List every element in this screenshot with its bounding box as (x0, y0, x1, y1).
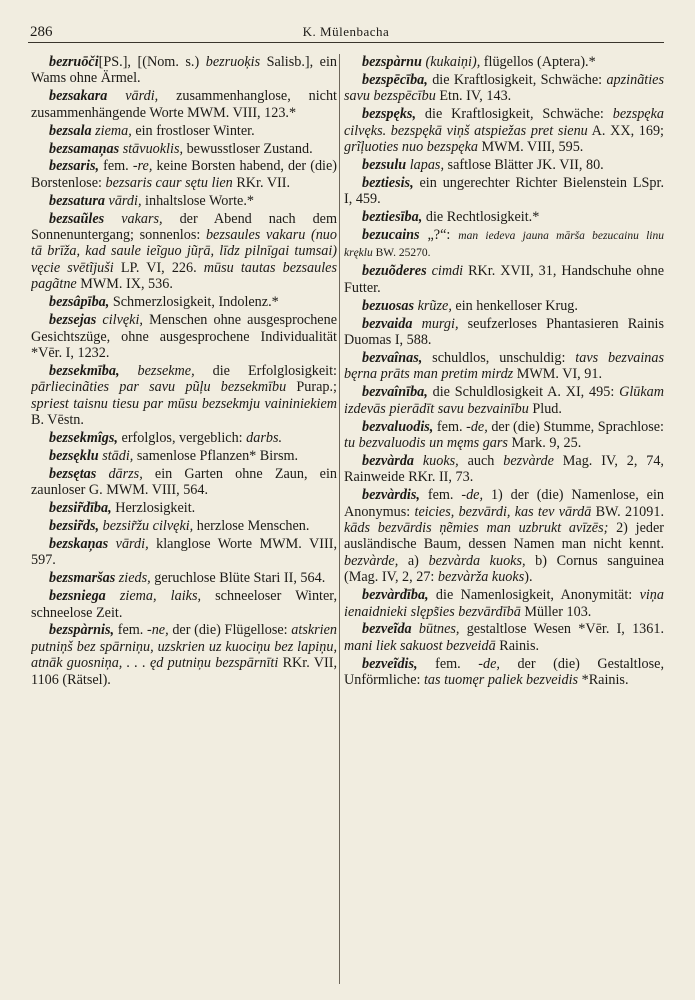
entry-text: die Kraftlosigkeit, Schwäche: (427, 71, 607, 88)
entry-example: pārliecinãties par savu pũļu bezsekmību (31, 379, 287, 396)
dictionary-entry (344, 656, 664, 689)
entry-headword: bezsmaršas (49, 570, 116, 587)
entry-headword: beztiesis, (362, 174, 414, 191)
entry-headword: bezsakara (49, 88, 108, 105)
entry-headword: bezsir̃dība, (49, 500, 112, 517)
entry-headword: bezvàrdis, (362, 487, 420, 504)
entry-headword: bezveĩda (362, 621, 412, 638)
entry-example: ziema, laiks, (119, 588, 202, 605)
entry-headword: bezsaris, (49, 158, 100, 175)
entry-text: B. Vēstn. (31, 412, 84, 429)
entry-example: vakars, (121, 210, 163, 227)
entry-text: der Abend nach dem Sonnenuntergang; sonnenlos: (31, 210, 337, 244)
entry-text: MWM. IX, 536. (76, 276, 173, 293)
entry-example: stāvuoklis, (122, 140, 184, 157)
dictionary-entry (31, 363, 337, 429)
entry-example: Glūkam izdevās pierādīt savu bezvainību (344, 384, 664, 417)
dictionary-entry (344, 487, 664, 585)
entry-text: fem. (114, 622, 147, 639)
dictionary-entry (31, 448, 337, 464)
entry-example: darbs. (246, 429, 283, 446)
entry-example: vārdi, (108, 192, 142, 209)
entry-example: bezvàrda kuoks, (428, 552, 526, 569)
entry-text: MWM. VIII, 595. (477, 139, 584, 156)
entry-text (96, 466, 108, 482)
dictionary-entry (31, 622, 337, 688)
dictionary-entry (344, 350, 664, 383)
dictionary-entry (31, 312, 337, 361)
dictionary-entry (31, 588, 337, 621)
entry-headword: bezsatura (49, 192, 105, 209)
entry-headword: bezvaida (362, 315, 413, 332)
entry-example: mani liek sakuost bezveidā (344, 637, 496, 654)
entry-text: samenlose Pflanzen* Birsm. (133, 447, 299, 464)
entry-example: grĩļuoties nuo bezspęka (344, 139, 478, 156)
entry-text (414, 453, 423, 469)
entry-text: der (die) Stumme, Sprachlose: (487, 418, 664, 435)
entry-text: schneeloser Winter, schneelose Zeit. (31, 588, 337, 621)
entry-headword: bezspęks, (362, 106, 416, 123)
entry-example: atskrien putniņš bez spārniņu, uzskrien uz kuociņu bez lapiņu, atnāk guosniņa, . . . ęd putniņu bezspārnīti (31, 622, 337, 672)
entry-headword: bezsala (49, 122, 92, 139)
entry-text: zusammenhanglose, nicht zusammenhängende Worte MWM. VIII, 123.* (31, 88, 337, 121)
dictionary-entry (344, 227, 664, 262)
entry-example: bezvàrža kuoks (437, 569, 525, 586)
dictionary-entry (344, 263, 664, 296)
dictionary-entry (31, 430, 337, 446)
entry-headword: bezucains (362, 227, 420, 244)
entry-text: A. XX, 169; (587, 122, 664, 139)
entry-text: schuldlos, unschuldig: (422, 349, 576, 366)
entry-example: murgi, (421, 315, 459, 332)
entry-text: Salisb.], ein Wams ohne Ärmel. (31, 54, 337, 87)
entry-text: ein henkelloser Krug. (451, 297, 578, 314)
entry-example: būtnes, (418, 621, 460, 638)
entry-example: bezruoķis (205, 54, 261, 70)
entry-headword: bezsâpība, (49, 294, 110, 311)
entry-headword: bezvaînas, (362, 349, 423, 366)
entry-headword: bezsaũles (49, 210, 105, 227)
entry-text: ). (524, 569, 533, 586)
entry-text: geruchlose Blüte Stari II, 564. (150, 570, 326, 587)
dictionary-entry (344, 209, 664, 225)
dictionary-entry (344, 298, 664, 314)
entry-text: „?“: (419, 227, 459, 244)
entry-headword: bezvaluodis, (362, 418, 434, 435)
entry-example: vārdi, (125, 88, 159, 105)
entry-text: Purap.; (286, 379, 337, 396)
entry-text: RKr. VII. (232, 174, 291, 191)
entry-example: kuoks, (422, 452, 459, 469)
entry-headword: bezsekmîgs, (49, 429, 118, 446)
entry-text: b) Cornus sanguinea (Mag. IV, 2, 27: (344, 552, 664, 586)
entry-example: cilvęki, (102, 312, 143, 329)
entry-text: ein frostloser Winter. (131, 122, 255, 139)
running-title: K. Mülenbacha (302, 24, 390, 39)
dictionary-entry (31, 570, 337, 586)
entry-headword: bezspàrnu (362, 54, 422, 70)
entry-text: BW. 21091. (591, 503, 664, 520)
dictionary-entry (344, 175, 664, 208)
entry-text: Plud. (528, 400, 562, 417)
left-column (31, 54, 337, 989)
entry-headword: beztiesība, (362, 209, 423, 226)
dictionary-entry (344, 316, 664, 349)
entry-example: viņa ienaidnieki slęps̃ies bezvārdībā (344, 587, 664, 620)
entry-example: bezvàrde, (344, 552, 399, 569)
entry-text: die Schuldlosigkeit A. XI, 495: (427, 384, 620, 401)
dictionary-entry (31, 141, 337, 157)
entry-example: -de, (466, 418, 488, 435)
entry-headword: bezspēcība, (362, 71, 428, 88)
entry-text: RKr. XVII, 31, Handschuhe ohne Futter. (344, 263, 664, 296)
entry-text: a) (398, 552, 429, 569)
entry-text: klanglose Worte MWM. VIII, 597. (31, 535, 337, 569)
entry-headword: bezsniega (49, 588, 106, 605)
entry-text (104, 211, 121, 227)
right-column (344, 54, 664, 989)
entry-text: MWM. VI, 91. (513, 366, 603, 383)
entry-text: die Rechtlosigkeit.* (422, 209, 540, 226)
entry-text: inhaltslose Worte.* (141, 192, 254, 209)
entry-text: fem. (419, 487, 462, 504)
entry-example: bezsaules vakaru (nuo tā brīža, kad saule ieĩguo jũŗā, līdz pilnīgai tumsai) vęcie svētĩjuši (31, 227, 337, 276)
entry-example: bezvàrde (503, 452, 554, 469)
dictionary-entry (31, 518, 337, 534)
entry-text: der (die) Flügellose: (168, 622, 292, 639)
dictionary-entry (31, 211, 337, 293)
entry-headword: bezsejas (49, 312, 97, 329)
dictionary-entry (344, 106, 664, 155)
entry-text: auch (458, 452, 504, 469)
entry-example: -re, (132, 158, 153, 175)
entry-text: Schmerzlosigkeit, Indolenz.* (109, 294, 279, 311)
entry-example: bezspęka cilvęks. bezspękā viņš atspiežas pret sienu (344, 106, 664, 139)
entry-example: tu bezvaluodis un męms gars (344, 434, 508, 451)
column-divider (339, 54, 340, 984)
entry-headword: bezspàrnis, (49, 622, 115, 639)
entry-text: [PS.], [(Nom. s.) (98, 54, 206, 70)
entry-text: Herzlosigkeit. (111, 500, 196, 517)
entry-headword: bezvàrda (362, 452, 415, 469)
entry-text (107, 88, 125, 104)
entry-text: fem. (433, 418, 467, 435)
entry-example: -ne, (146, 622, 169, 639)
entry-text: herzlose Menschen. (193, 517, 310, 534)
entry-headword: bezsamaņas (49, 140, 120, 157)
entry-example: zieds, (118, 570, 151, 587)
entry-headword: bezsęklu (49, 447, 99, 464)
entry-example: -de, (461, 487, 484, 504)
entry-headword: bezveĩdis, (362, 655, 418, 672)
entry-example: dārzs, (108, 465, 143, 482)
entry-text (412, 621, 419, 637)
entry-headword: bezsekmība, (49, 362, 120, 379)
entry-example: teicies, bezvārdi, kas tev vārdā (414, 503, 592, 520)
entry-text: erfolglos, vergeblich: (117, 429, 247, 446)
dictionary-entry (344, 453, 664, 486)
entry-headword: bezvaînība, (362, 384, 428, 401)
entry-text: ein Garten ohne Zaun, ein zaunloser G. MWM. VIII, 564. (31, 465, 337, 499)
entry-text: fem. (99, 158, 133, 175)
entry-headword: bezsulu (362, 156, 407, 173)
entry-text: bewusstloser Zustand. (183, 140, 313, 157)
dictionary-entry (31, 123, 337, 139)
entry-example: vārdi, (115, 535, 149, 552)
dictionary-entry (344, 157, 664, 173)
dictionary-entry (31, 158, 337, 191)
page-header (28, 22, 664, 43)
dictionary-entry (344, 72, 664, 105)
entry-text: seufzerloses Phantasieren Rainis Duomas I, 588. (344, 315, 664, 348)
entry-example: spriest taisnu tiesu par mūsu bezsekmju vaininiekiem (31, 395, 337, 412)
entry-example: man iedeva jauna mārša bezucainu linu kręklu (344, 230, 664, 260)
entry-headword: bezruōči (49, 54, 99, 70)
entry-headword: bezuõderes (362, 263, 427, 280)
entry-text: fem. (417, 655, 479, 672)
entry-example: -de, (478, 655, 500, 672)
entry-headword: bezsętas (49, 465, 97, 482)
dictionary-entry (344, 384, 664, 417)
entry-example: stādi, (102, 447, 134, 464)
entry-text: Mark. 9, 25. (507, 434, 582, 451)
dictionary-entry (31, 536, 337, 569)
entry-example: lapas, (409, 156, 444, 173)
entry-example: kāds bezvārdis ņẽmies man uzbrukt avīzēs; (344, 519, 609, 536)
dictionary-entry (31, 466, 337, 499)
page-number: 286 (30, 24, 53, 40)
entry-text: keine Borsten habend, der (die) Borstenlose: (31, 158, 337, 191)
entry-text: die Namenlosigkeit, Anonymität: (428, 587, 640, 604)
dictionary-entry (344, 419, 664, 452)
entry-text: Rainis. (495, 637, 540, 654)
dictionary-entry (31, 193, 337, 209)
entry-example: bezsir̃žu cilvęki, (102, 517, 194, 534)
entry-example: cimdi (431, 263, 464, 280)
entry-text: 2) jeder ausländische Baum, dessen Namen man nicht kennt. (344, 519, 664, 553)
entry-text: Etn. IV, 143. (435, 88, 512, 105)
entry-text (108, 536, 116, 552)
entry-text: BW. 25270. (372, 247, 431, 260)
entry-text: die Erfolglosigkeit: (194, 362, 337, 379)
entry-headword: bezsir̃ds, (49, 517, 100, 534)
entry-text: flügellos (Aptera).* (480, 54, 596, 70)
entry-example: bezsekme, (137, 362, 195, 379)
entry-example: (kukaiņi), (425, 54, 481, 70)
dictionary-entry (344, 621, 664, 654)
entry-text: ein ungerechter Richter Bielenstein LSpr. I, 459. (344, 174, 664, 208)
entry-text: LP. VI, 226. (113, 259, 204, 276)
entry-text (106, 588, 120, 604)
dictionary-entry (31, 54, 337, 87)
entry-text (120, 363, 138, 379)
entry-text: 1) der (die) Namenlose, ein Anonymus: (344, 487, 664, 520)
dictionary-entry (31, 500, 337, 516)
dictionary-entry (344, 54, 664, 70)
dictionary-entry (31, 294, 337, 310)
entry-headword: bezuosas (362, 297, 415, 314)
entry-text (412, 316, 421, 332)
entry-example: apzinãties savu bezspēcību (344, 71, 664, 105)
entry-text: die Kraftlosigkeit, Schwäche: (416, 106, 613, 123)
entry-headword: bezskaņas (49, 535, 109, 552)
dictionary-entry (344, 587, 664, 620)
entry-example: mūsu tautas bezsaules pagãtne (31, 259, 337, 293)
dictionary-entry (31, 88, 337, 121)
entry-text: Müller 103. (520, 603, 592, 620)
entry-text: Mag. IV, 2, 74, Rainweide RKr. II, 73. (344, 452, 664, 486)
entry-example: krũze, (417, 297, 452, 314)
entry-example: bezsaris caur sętu lien (105, 174, 233, 191)
entry-text: RKr. VII, 1106 (Rätsel). (31, 655, 337, 688)
entry-text: Menschen ohne ausgesprochene Gesichtszüge, ohne ausgesprochene Individualität *Vēr. I, 1232. (31, 312, 337, 361)
entry-text: der (die) Gestaltlose, Unförmliche: (344, 655, 664, 689)
entry-text: *Rainis. (578, 672, 629, 689)
entry-text: gestaltlose Wesen *Vēr. I, 1361. (459, 621, 664, 638)
entry-example: tavs bezvainas bęrna prāts man pretim mirdz (344, 349, 664, 383)
entry-headword: bezvàrdība, (362, 587, 429, 604)
entry-text: saftlose Blätter JK. VII, 80. (444, 156, 604, 173)
entry-example: tas tuomęr paliek bezveidis (423, 672, 579, 689)
entry-example: ziema, (95, 122, 132, 139)
